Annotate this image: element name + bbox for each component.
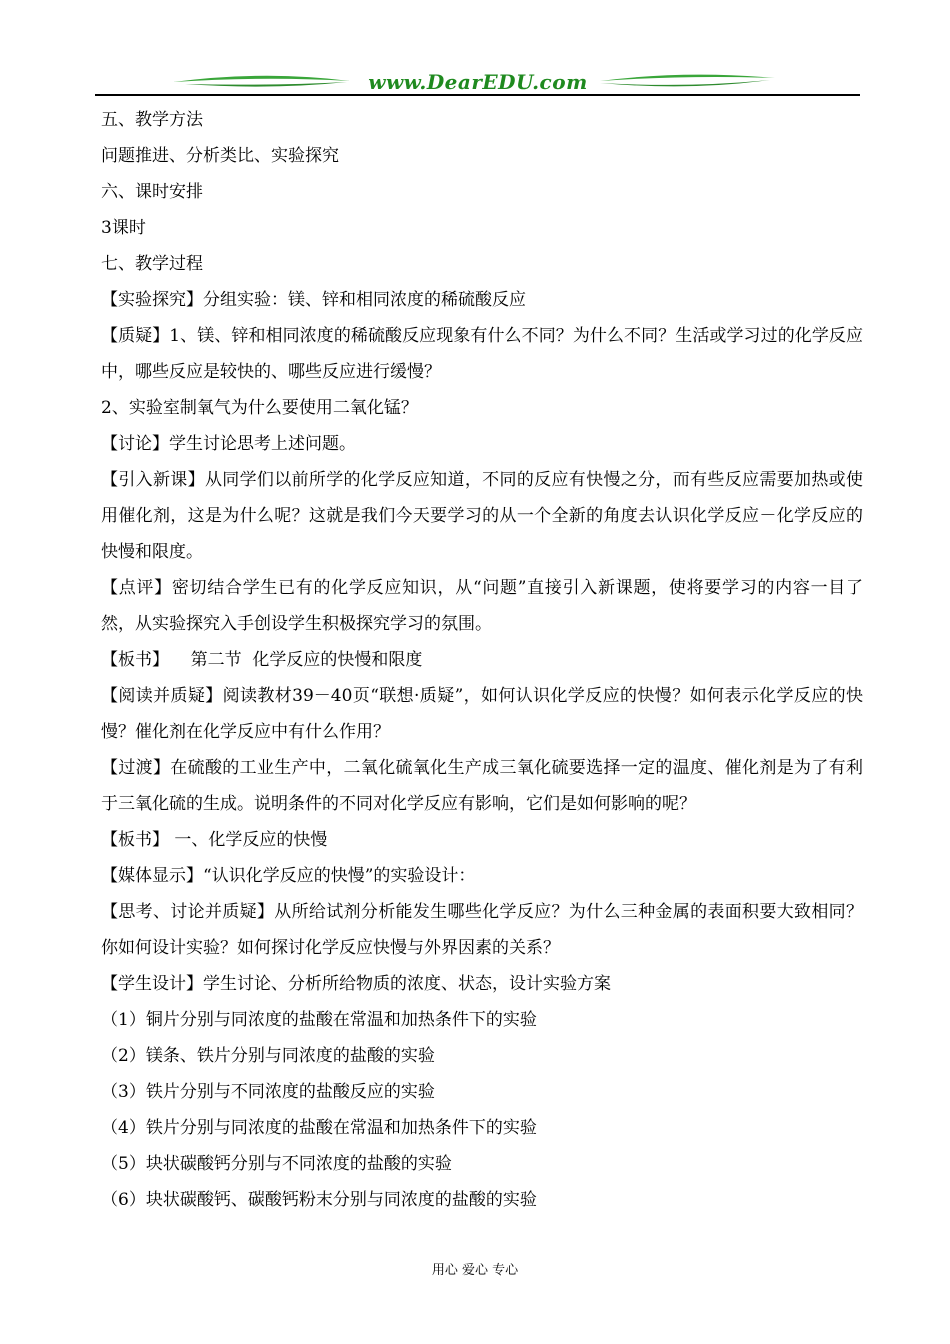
site-name-logo: www.DearEDU.com: [368, 70, 588, 94]
list-item: （4）铁片分别与同浓度的盐酸在常温和加热条件下的实验: [101, 1118, 537, 1138]
paragraph: 【板书】 第二节 化学反应的快慢和限度: [101, 650, 423, 670]
paragraph: 2、实验室制氧气为什么要使用二氧化锰？: [101, 398, 418, 418]
paragraph: 【讨论】学生讨论思考上述问题。: [101, 434, 356, 454]
list-item: （3）铁片分别与不同浓度的盐酸反应的实验: [101, 1082, 435, 1102]
paragraph: 【过渡】在硫酸的工业生产中，二氧化硫氧化生产成三氧化硫要选择一定的温度、催化剂是为了有利于三氧化硫的生成。说明条件的不同对化学反应有影响，它们是如何影响的呢？: [101, 758, 863, 814]
paragraph: 【思考、讨论并质疑】从所给试剂分析能发生哪些化学反应？为什么三种金属的表面积要大致相同？你如何设计实验？如何探讨化学反应快慢与外界因素的关系？: [101, 902, 863, 958]
document-body: [101, 102, 863, 1218]
page-footer: 用心 爱心 专心: [431, 1263, 519, 1278]
paragraph: 【实验探究】分组实验：镁、锌和相同浓度的稀硫酸反应: [101, 290, 526, 310]
section-heading-schedule: 六、课时安排: [101, 182, 203, 202]
paragraph: 【板书】 一、化学反应的快慢: [101, 830, 328, 850]
paragraph: 【点评】密切结合学生已有的化学反应知识，从“问题”直接引入新课题，使将要学习的内容一目了然，从实验探究入手创设学生积极探究学习的氛围。: [101, 578, 863, 634]
list-item: （6）块状碳酸钙、碳酸钙粉末分别与同浓度的盐酸的实验: [101, 1190, 537, 1210]
paragraph: 【媒体显示】“认识化学反应的快慢”的实验设计：: [101, 866, 476, 886]
header-rule: [95, 94, 860, 96]
list-item: （5）块状碳酸钙分别与不同浓度的盐酸的实验: [101, 1154, 452, 1174]
section-heading-method: 五、教学方法: [101, 110, 203, 130]
paragraph: 3课时: [101, 218, 146, 238]
paragraph: 【阅读并质疑】阅读教材39－40页“联想·质疑”，如何认识化学反应的快慢？如何表示化学反应的快慢？催化剂在化学反应中有什么作用？: [101, 686, 863, 742]
list-item: （1）铜片分别与同浓度的盐酸在常温和加热条件下的实验: [101, 1010, 537, 1030]
paragraph: 问题推进、分析类比、实验探究: [101, 146, 339, 166]
paragraph: 【学生设计】学生讨论、分析所给物质的浓度、状态，设计实验方案: [101, 974, 611, 994]
page-header: [95, 68, 860, 98]
list-item: （2）镁条、铁片分别与同浓度的盐酸的实验: [101, 1046, 435, 1066]
paragraph: 【引入新课】从同学们以前所学的化学反应知道，不同的反应有快慢之分，而有些反应需要加热或使用催化剂，这是为什么呢？这就是我们今天要学习的从一个全新的角度去认识化学反应－化学反应的快慢和限度。: [101, 470, 863, 562]
section-heading-process: 七、教学过程: [101, 254, 203, 274]
paragraph: 【质疑】1、镁、锌和相同浓度的稀硫酸反应现象有什么不同？为什么不同？生活或学习过的化学反应中，哪些反应是较快的、哪些反应进行缓慢？: [101, 326, 863, 382]
